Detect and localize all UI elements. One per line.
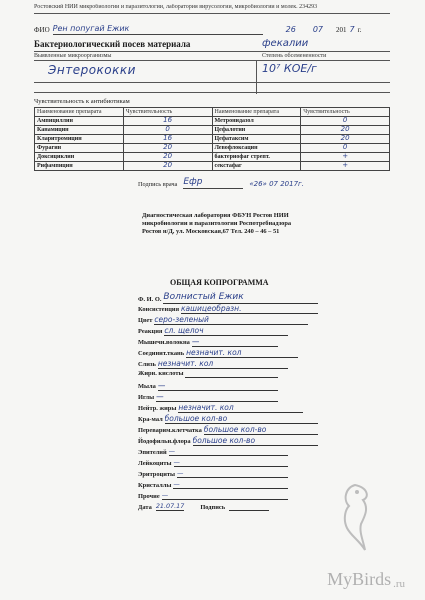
date-value: 21.07.17	[155, 502, 185, 510]
field-value: —	[173, 480, 288, 489]
table-row	[35, 162, 390, 171]
sensitivity-value: 20	[123, 162, 212, 171]
field-value: незначит. кол	[158, 359, 288, 369]
field-row	[138, 436, 318, 446]
fio-row	[34, 25, 390, 35]
field-label: Прочие	[138, 493, 160, 500]
watermark-text: MyBirds	[327, 569, 392, 589]
field-value: —	[174, 458, 288, 467]
field-label: Ф. И. О.	[138, 296, 162, 304]
drug-name: Кларитромицин	[35, 135, 124, 144]
fio-label: ФИО	[34, 26, 50, 35]
header-drug-1: Наименование препарата	[35, 108, 124, 117]
field-label: Переварим.клетчатка	[138, 427, 202, 435]
field-row	[138, 458, 288, 467]
doctor-signature-row	[138, 178, 304, 189]
header-sens-1: Чувствительность	[123, 108, 212, 117]
date-suffix: г.	[357, 26, 362, 35]
col-microorganisms: Выявленные микроорганизмы	[34, 53, 112, 59]
date-label: Дата	[138, 504, 152, 511]
material-value: фекалии	[262, 38, 309, 49]
sensitivity-value: 16	[123, 117, 212, 126]
date-month: 07	[312, 25, 324, 34]
field-value: серо-зеленый	[154, 315, 308, 325]
field-value: —	[158, 381, 278, 391]
field-row	[138, 447, 288, 456]
lab-header: Диагностическая лаборатория ФБУН Ростов НИИ микробиологии и паразитологии Роспотребнадзора Ростов н/Д, ул. Московская,67 Тел. 240 – 46 – 51	[142, 212, 292, 235]
field-row	[138, 304, 318, 314]
divider	[34, 82, 390, 83]
field-value: большое кол-во	[165, 414, 318, 424]
column-divider	[256, 60, 257, 94]
field-value: —	[162, 491, 288, 500]
signature-label: Подпись врача	[138, 180, 178, 188]
field-row	[138, 469, 288, 478]
drug-name: Цефалотин	[212, 126, 301, 135]
bacteriological-form	[30, 0, 392, 190]
table-row	[35, 135, 390, 144]
field-label: Слизь	[138, 361, 156, 369]
field-value: незначит. кол	[186, 348, 298, 358]
sensitivity-table	[34, 107, 390, 171]
field-label: Реакция	[138, 328, 163, 336]
sensitivity-value: +	[301, 153, 390, 162]
watermark-suffix: .ru	[393, 578, 405, 590]
drug-name: бактериофаг стрепт.	[212, 153, 301, 162]
field-label: Йодофильн.флора	[138, 438, 191, 446]
sensitivity-value: +	[301, 162, 390, 171]
drug-name: Канамицин	[35, 126, 124, 135]
field-value	[185, 377, 278, 378]
field-value: большое кол-во	[193, 436, 318, 446]
field-value: большое кол-во	[204, 425, 318, 435]
table-header-row	[35, 108, 390, 117]
field-label: Кристаллы	[138, 482, 172, 489]
field-row	[138, 315, 308, 325]
drug-name: Метронидазол	[212, 117, 301, 126]
field-value: кашицеобразн.	[181, 304, 318, 314]
coprogram-form	[120, 212, 320, 452]
form-title: Бактериологический посев материала	[34, 39, 191, 49]
sensitivity-title: Чувствительность к антибиотикам	[34, 98, 130, 105]
drug-name: секстафаг	[212, 162, 301, 171]
divider	[34, 60, 390, 61]
field-row	[138, 348, 298, 358]
signature-label: Подпись	[200, 504, 226, 511]
field-label: Лейкоциты	[138, 460, 172, 467]
field-value: незначит. кол	[178, 403, 303, 413]
field-label: Кра-мал	[138, 416, 163, 424]
field-row	[138, 337, 278, 347]
col-contamination: Степень обсемененности	[262, 53, 327, 59]
divider	[34, 13, 390, 14]
sensitivity-value: 20	[123, 153, 212, 162]
drug-name: Ампициллин	[35, 117, 124, 126]
coprogram-signature	[229, 510, 269, 511]
drug-name: Рифампицин	[35, 162, 124, 171]
header-sens-2: Чувствительность	[301, 108, 390, 117]
field-row	[138, 359, 288, 369]
sensitivity-value: 16	[123, 135, 212, 144]
field-row	[138, 425, 318, 435]
drug-name: Фурагин	[35, 144, 124, 153]
sensitivity-value: 0	[123, 126, 212, 135]
field-row	[138, 480, 288, 489]
drug-name: Цефатаксим	[212, 135, 301, 144]
table-row	[35, 153, 390, 162]
institution-line: Ростовский НИИ микробиологии и паразитологии, лаборатория вирусологии, микробиологии и молек. 234293	[34, 4, 318, 10]
coprogram-date-row	[138, 502, 269, 511]
field-label: Консистенция	[138, 306, 180, 314]
field-label: Нейтр. жиры	[138, 405, 177, 413]
signature-date: «26» 07 2017г.	[249, 180, 304, 189]
organism-value: Энтерококки	[48, 63, 136, 77]
fio-value: Рен попугай Ежик	[53, 25, 263, 35]
sensitivity-value: 20	[301, 126, 390, 135]
divider	[34, 92, 390, 93]
divider	[34, 51, 390, 52]
field-row	[138, 392, 278, 402]
field-label: Иглы	[138, 394, 155, 402]
field-label: Мышечн.волокна	[138, 339, 190, 347]
field-row	[138, 403, 303, 413]
field-row	[138, 326, 288, 336]
sensitivity-value: 20	[123, 144, 212, 153]
doctor-signature: Ефр	[183, 178, 243, 189]
sensitivity-value: 20	[301, 135, 390, 144]
field-value: сл. щелоч	[164, 326, 288, 336]
date-year-suffix: 7	[349, 25, 355, 34]
watermark	[327, 569, 405, 590]
field-row	[138, 292, 318, 304]
date-year-prefix: 201	[336, 26, 347, 35]
bird-logo-icon	[325, 480, 385, 560]
field-label: Мыла	[138, 383, 156, 391]
date-day: 26	[285, 25, 296, 34]
field-label: Эритроциты	[138, 471, 176, 478]
field-label: Эпителий	[138, 449, 167, 456]
field-value: —	[169, 447, 288, 456]
drug-name: Левофлоксацин	[212, 144, 301, 153]
contamination-value: 10⁷ КОЕ/г	[262, 62, 317, 75]
table-row	[35, 144, 390, 153]
field-value: —	[177, 469, 288, 478]
header-drug-2: Наименование препарата	[212, 108, 301, 117]
table-row	[35, 117, 390, 126]
field-row	[138, 414, 318, 424]
field-value: —	[156, 392, 278, 402]
field-label: Жирн. кислоты	[138, 370, 184, 377]
table-row	[35, 126, 390, 135]
field-value: —	[192, 337, 278, 347]
sensitivity-value: 0	[301, 117, 390, 126]
coprogram-title: ОБЩАЯ КОПРОГРАММА	[170, 278, 269, 287]
drug-name: Доксициклин	[35, 153, 124, 162]
field-label: Соединит.ткань	[138, 350, 185, 358]
field-row	[138, 370, 278, 378]
field-value: Волнистый Ежик	[163, 292, 318, 304]
field-row	[138, 491, 288, 500]
field-row	[138, 381, 278, 391]
field-label: Цвет	[138, 317, 153, 325]
sensitivity-value: 0	[301, 144, 390, 153]
